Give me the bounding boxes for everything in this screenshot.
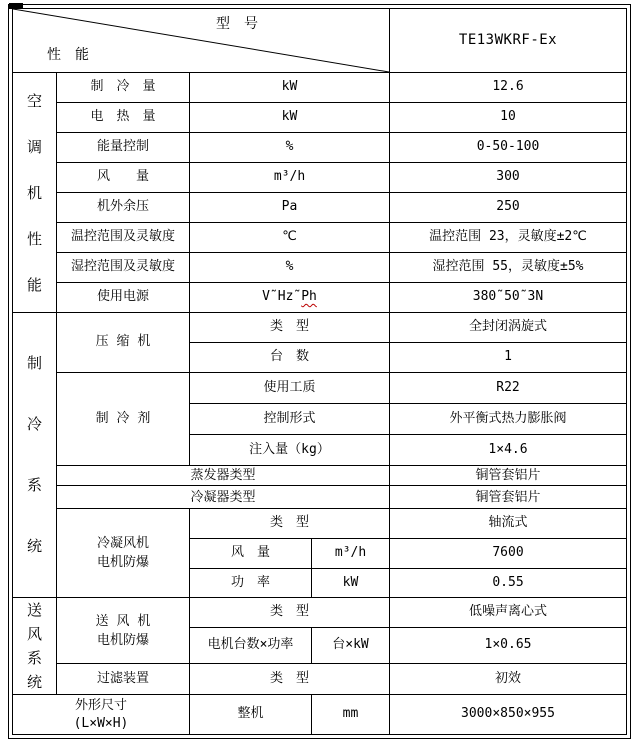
group-refrigeration-system: 制冷系统 [13,313,57,598]
humidity-control-unit: % [190,253,390,283]
supply-fan-power-unit: 台×kW [312,628,390,664]
external-pressure-label: 机外余压 [57,193,190,223]
supply-fan-type-key: 类 型 [190,598,390,628]
filter-type-key: 类 型 [190,664,390,695]
power-supply-unit: V˜Hz˜Ph [190,283,390,313]
row-temp-control [13,223,627,253]
spellcheck-underline: Ph [301,289,317,305]
evaporator-type-key: 蒸发器类型 [57,466,390,486]
dimensions-key: 整机 [190,695,312,735]
cooling-capacity-unit: kW [190,73,390,103]
temp-control-label: 温控范围及灵敏度 [57,223,190,253]
row-filter-device [13,664,627,695]
supply-fan-power-value: 1×0.65 [390,628,627,664]
spec-table [12,8,627,735]
row-power-supply [13,283,627,313]
row-supply-fan-type [13,598,627,628]
dimensions-unit: mm [312,695,390,735]
row-air-flow [13,163,627,193]
spec-table-border [8,4,631,739]
row-compressor-type [13,313,627,343]
model-value: TE13WKRF-Ex [390,9,627,73]
performance-header-label: 性 能 [47,46,89,63]
electric-heat-value: 10 [390,103,627,133]
evaporator-type-value: 铜管套铝片 [390,466,627,486]
energy-control-label: 能量控制 [57,133,190,163]
row-cooling-capacity [13,73,627,103]
condenser-fan-type-key: 类 型 [190,509,390,539]
filter-device-label: 过滤装置 [57,664,190,695]
control-form-key: 控制形式 [190,404,390,435]
header-row [13,9,627,73]
humidity-control-value: 湿控范围 55，灵敏度±5% [390,253,627,283]
compressor-type-value: 全封闭涡旋式 [390,313,627,343]
compressor-type-key: 类 型 [190,313,390,343]
supply-fan-type-value: 低噪声离心式 [390,598,627,628]
condenser-fan-flow-value: 7600 [390,539,627,569]
condenser-fan-power-value: 0.55 [390,569,627,598]
compressor-label: 压 缩 机 [57,313,190,373]
model-header-label: 型 号 [216,16,258,32]
condenser-type-key: 冷凝器类型 [57,486,390,509]
row-humidity-control [13,253,627,283]
row-energy-control [13,133,627,163]
condenser-fan-flow-key: 风 量 [190,539,312,569]
group-air-supply-system: 送风系统 [13,598,57,695]
energy-control-unit: % [190,133,390,163]
electric-heat-unit: kW [190,103,390,133]
dimensions-value: 3000×850×955 [390,695,627,735]
working-medium-value: R22 [390,373,627,404]
condenser-type-value: 铜管套铝片 [390,486,627,509]
air-flow-label: 风 量 [57,163,190,193]
row-evaporator-type [13,466,627,486]
control-form-value: 外平衡式热力膨胀阀 [390,404,627,435]
external-pressure-unit: Pa [190,193,390,223]
row-electric-heat [13,103,627,133]
row-working-medium [13,373,627,404]
condenser-fan-flow-unit: m³/h [312,539,390,569]
cooling-capacity-label: 制 冷 量 [57,73,190,103]
power-supply-value: 380˜50˜3N [390,283,627,313]
energy-control-value: 0-50-100 [390,133,627,163]
header-diagonal-cell [13,9,390,73]
compressor-count-key: 台 数 [190,343,390,373]
row-condenser-type [13,486,627,509]
condenser-fan-type-value: 轴流式 [390,509,627,539]
cooling-capacity-value: 12.6 [390,73,627,103]
charge-amount-key: 注入量（kg） [190,435,390,466]
row-condenser-fan-type [13,509,627,539]
air-flow-value: 300 [390,163,627,193]
electric-heat-label: 电 热 量 [57,103,190,133]
charge-amount-value: 1×4.6 [390,435,627,466]
temp-control-unit: ℃ [190,223,390,253]
table-corner-handle [9,3,23,9]
external-pressure-value: 250 [390,193,627,223]
condenser-fan-label: 冷凝风机 电机防爆 [57,509,190,598]
compressor-count-value: 1 [390,343,627,373]
temp-control-value: 温控范围 23，灵敏度±2℃ [390,223,627,253]
group-ac-performance: 空调机性能 [13,73,57,313]
row-dimensions [13,695,627,735]
working-medium-key: 使用工质 [190,373,390,404]
air-flow-unit: m³/h [190,163,390,193]
power-supply-label: 使用电源 [57,283,190,313]
condenser-fan-power-unit: kW [312,569,390,598]
row-external-pressure [13,193,627,223]
supply-fan-label: 送 风 机 电机防爆 [57,598,190,664]
condenser-fan-power-key: 功 率 [190,569,312,598]
refrigerant-label: 制 冷 剂 [57,373,190,466]
filter-type-value: 初效 [390,664,627,695]
supply-fan-power-key: 电机台数×功率 [190,628,312,664]
dimensions-label: 外形尺寸 (L×W×H) [13,695,190,735]
humidity-control-label: 湿控范围及灵敏度 [57,253,190,283]
